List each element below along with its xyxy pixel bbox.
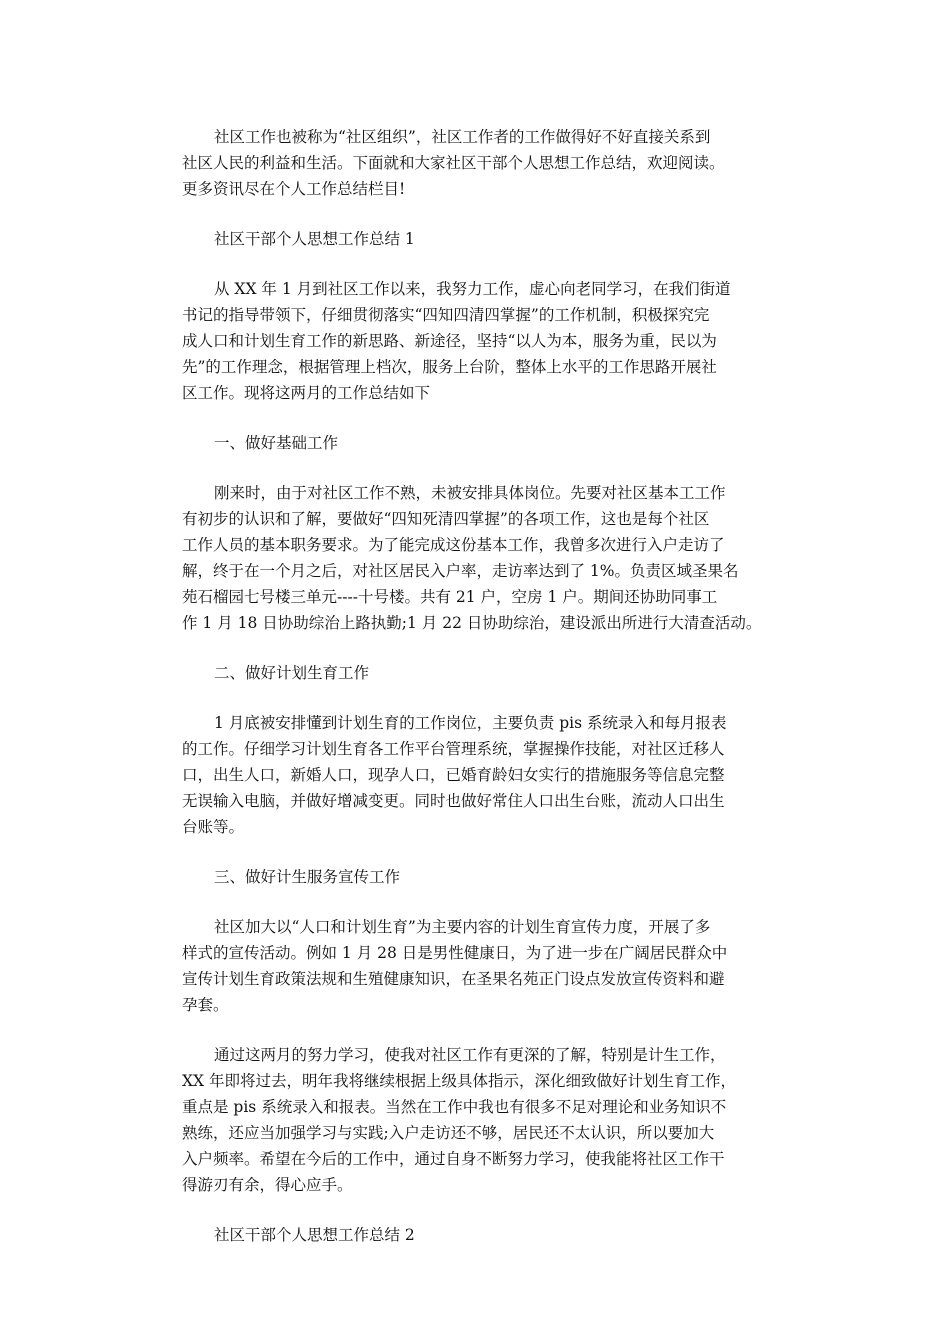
- publicity-paragraph: 社区加大以“人口和计划生育”为主要内容的计划生育宣传力度，开展了多 样式的宣传活动。例如 1 月 28 日是男性健康日，为了进一步在广阔居民群众中 宣传计划生育政策法规和生殖健康知识，在圣果名苑正门设点发放宣传资料和避 孕套。: [182, 918, 728, 1014]
- section-title-summary-1: 社区干部个人思想工作总结 1: [214, 230, 415, 248]
- intro-paragraph: 社区工作也被称为“社区组织”，社区工作者的工作做得好不好直接关系到 社区人民的利益和生活。下面就和大家社区干部个人思想工作总结，欢迎阅读。 更多资讯尽在个人工作总结栏目!: [182, 128, 725, 198]
- conclusion-paragraph: 通过这两月的努力学习，使我对社区工作有更深的了解，特别是计生工作， XX 年即将过去，明年我将继续根据上级具体指示，深化细致做好计划生育工作， 重点是 pis 系统录入和报表。当然在工作中我也有很多不足对理论和业务知识不 熟练，还应当加强学习与实践;入户走访还不够，居民还不太认识，所以要加大 入户频率。希望在今后的工作中，通过自身不断努力学习，使我能将社区工作干 得游刃有余，得心应手。: [182, 1046, 736, 1194]
- subsection-heading-family-planning: 二、做好计划生育工作: [214, 664, 370, 682]
- subsection-heading-basic-work: 一、做好基础工作: [214, 434, 339, 452]
- basic-work-paragraph: 刚来时，由于对社区工作不熟，未被安排具体岗位。先要对社区基本工工作 有初步的认识和了解，要做好“四知死清四掌握”的各项工作，这也是每个社区 工作人员的基本职务要求。为了能完成这份基本工作，我曾多次进行入户走访了 解，终于在一个月之后，对社区居民入户率，走访率达到了 1%。负责区域圣果名 苑石榴园七号楼三单元----十号楼。共有 21 户，空房 1 户。期间还协助同事工 作 1 月 18 日协助综治上路执勤;1 月 22 日协助综治，建设派出所进行大清查活动。: [182, 484, 762, 632]
- document-body: [182, 124, 774, 1272]
- family-planning-paragraph: 1 月底被安排懂到计划生育的工作岗位，主要负责 pis 系统录入和每月报表 的工作。仔细学习计划生育各工作平台管理系统，掌握操作技能，对社区迁移人 口，出生人口，新婚人口，现孕人口，已婚育龄妇女实行的措施服务等信息完整 无误输入电脑，并做好增减变更。同时也做好常住人口出生台账，流动人口出生 台账等。: [182, 714, 727, 836]
- section-title-summary-2: 社区干部个人思想工作总结 2: [214, 1226, 415, 1244]
- subsection-heading-publicity: 三、做好计生服务宣传工作: [214, 868, 401, 886]
- summary-1-opening-paragraph: 从 XX 年 1 月到社区工作以来，我努力工作，虚心向老同学习，在我们街道 书记的指导带领下，仔细贯彻落实“四知四清四掌握”的工作机制，积极探究完 成人口和计划生育工作的新思路、新途径，坚持“以人为本，服务为重，民以为 先”的工作理念，根据管理上档次，服务上台阶，整体上水平的工作思路开展社 区工作。现将这两月的工作总结如下: [182, 280, 731, 402]
